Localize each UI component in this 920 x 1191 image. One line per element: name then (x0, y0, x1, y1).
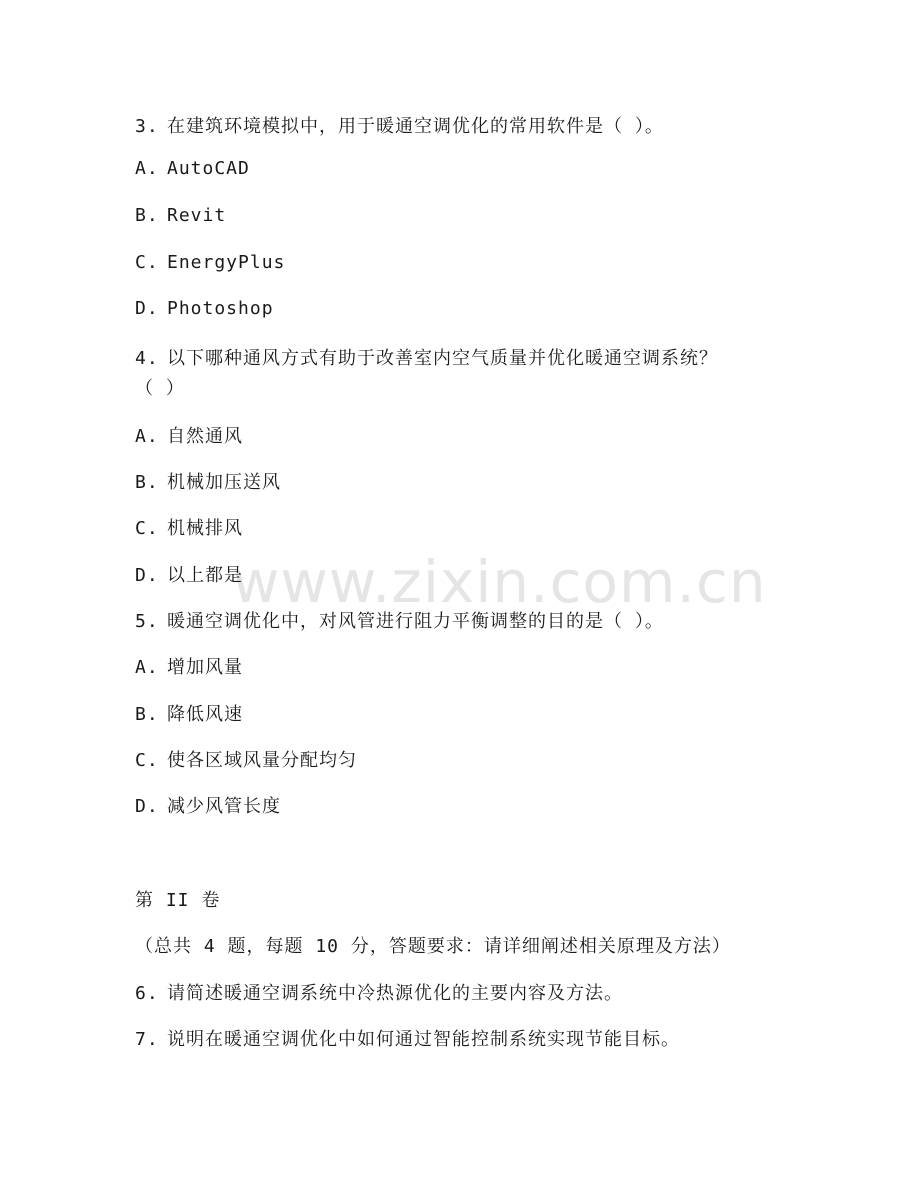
option-letter: B. (135, 704, 159, 725)
option-text: 机械排风 (167, 518, 243, 539)
option-text: Photoshop (167, 298, 274, 319)
question-3 (135, 112, 664, 138)
option-text: 减少风管长度 (167, 796, 281, 817)
option-c (135, 746, 357, 772)
option-b (135, 468, 281, 494)
option-letter: A. (135, 158, 159, 179)
option-letter: B. (135, 472, 159, 493)
option-letter: A. (135, 657, 159, 678)
option-text: AutoCAD (167, 158, 250, 179)
option-letter: C. (135, 750, 159, 771)
option-text: 增加风量 (167, 657, 243, 678)
option-d (135, 561, 243, 587)
option-letter: D. (135, 565, 159, 586)
option-text: Revit (167, 205, 227, 226)
option-text: 机械加压送风 (167, 472, 281, 493)
option-a (135, 653, 243, 679)
question-number: 3. (135, 116, 159, 137)
option-a (135, 158, 250, 179)
option-b (135, 700, 243, 726)
question-text: 以下哪种通风方式有助于改善室内空气质量并优化暖通空调系统？ (167, 348, 718, 369)
option-d (135, 298, 274, 319)
option-b (135, 205, 226, 226)
question-7 (135, 1025, 680, 1051)
option-letter: C. (135, 518, 159, 539)
option-text: 自然通风 (167, 426, 243, 447)
option-text: 使各区域风量分配均匀 (167, 750, 357, 771)
section-title: 第 II 卷 (135, 890, 221, 911)
watermark: www.zixin.com.cn (232, 548, 767, 616)
option-a (135, 422, 243, 448)
question-number: 7. (135, 1029, 159, 1050)
option-letter: D. (135, 298, 159, 319)
question-5 (135, 607, 664, 633)
section-instructions: （总共 4 题，每题 10 分，答题要求：请详细阐述相关原理及方法） (135, 936, 731, 957)
option-c (135, 514, 243, 540)
question-text: 说明在暖通空调优化中如何通过智能控制系统实现节能目标。 (167, 1029, 680, 1050)
option-text: 以上都是 (167, 565, 243, 586)
option-c (135, 252, 285, 273)
question-6 (135, 979, 623, 1005)
option-letter: C. (135, 252, 159, 273)
question-text: 在建筑环境模拟中，用于暖通空调优化的常用软件是（ ）。 (167, 116, 664, 137)
option-d (135, 792, 281, 818)
question-number: 4. (135, 348, 159, 369)
question-text: 请简述暖通空调系统中冷热源优化的主要内容及方法。 (167, 983, 623, 1004)
option-letter: D. (135, 796, 159, 817)
option-letter: A. (135, 426, 159, 447)
option-letter: B. (135, 205, 159, 226)
answer-blank: （ ） (135, 378, 185, 399)
question-4 (135, 344, 718, 370)
question-number: 6. (135, 983, 159, 1004)
question-4-continuation (135, 374, 185, 400)
option-text: EnergyPlus (167, 252, 286, 273)
question-text: 暖通空调优化中，对风管进行阻力平衡调整的目的是（ ）。 (167, 611, 664, 632)
question-number: 5. (135, 611, 159, 632)
option-text: 降低风速 (167, 704, 243, 725)
